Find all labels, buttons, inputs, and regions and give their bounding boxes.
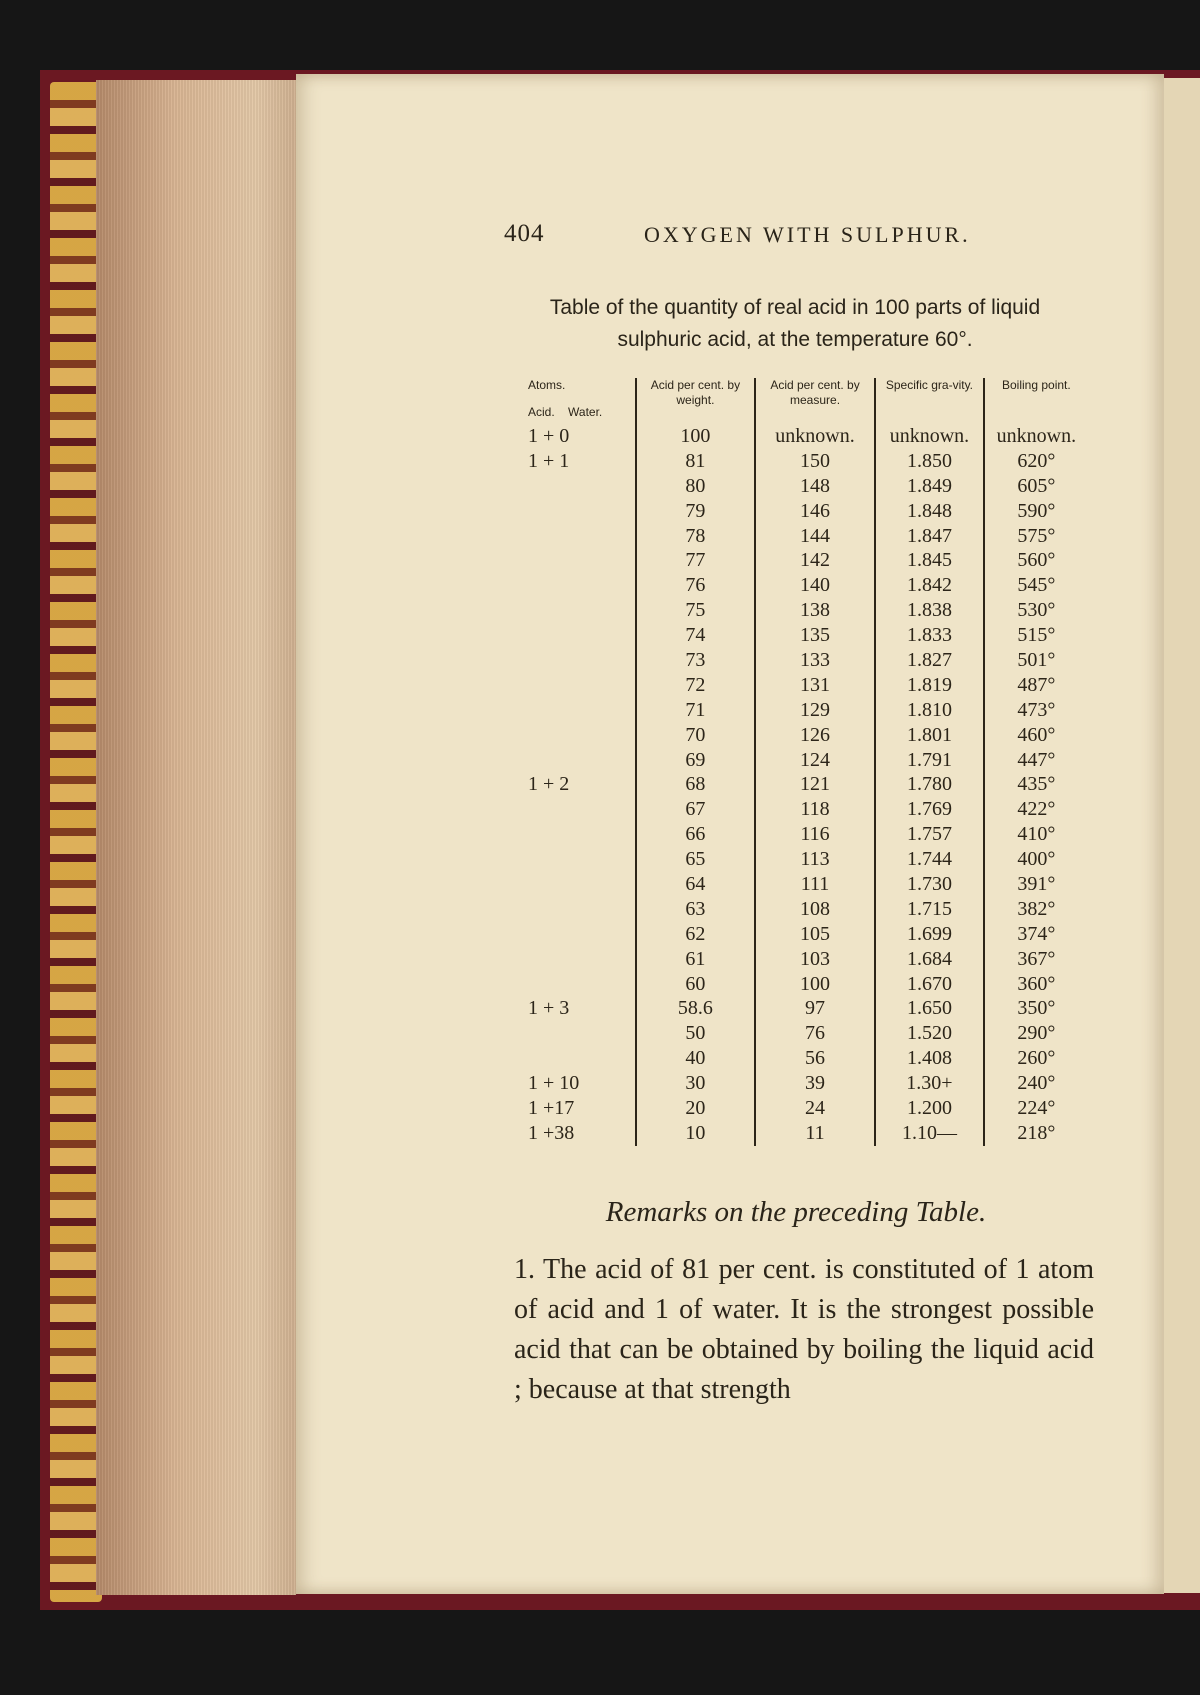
cell-atoms: 1 + 10 — [528, 1072, 580, 1095]
cell-atoms — [504, 847, 636, 872]
cell-specific-gravity: 1.848 — [875, 499, 984, 524]
cell-measure: 111 — [755, 872, 875, 897]
table-row — [504, 598, 1088, 623]
cell-weight: 40 — [636, 1046, 755, 1071]
cell-measure: 100 — [755, 972, 875, 997]
table-row — [504, 1046, 1088, 1071]
table-row — [504, 424, 1088, 449]
header-atoms: Atoms. Acid. Water. — [528, 378, 603, 419]
cell-atoms: 1 +17 — [528, 1096, 575, 1119]
cell-measure: 121 — [755, 772, 875, 797]
table-row — [504, 847, 1088, 872]
cell-weight: 81 — [636, 449, 755, 474]
cell-weight: 74 — [636, 623, 755, 648]
cell-boiling-point: 218° — [984, 1121, 1088, 1146]
cell-weight: 63 — [636, 897, 755, 922]
cell-measure: 148 — [755, 474, 875, 499]
cell-specific-gravity: 1.838 — [875, 598, 984, 623]
cell-atoms — [504, 872, 636, 897]
header-by-measure: Acid per cent. by measure. — [755, 378, 875, 424]
cell-weight: 69 — [636, 748, 755, 773]
cell-measure: 126 — [755, 723, 875, 748]
cell-specific-gravity: 1.769 — [875, 797, 984, 822]
cell-specific-gravity: 1.684 — [875, 947, 984, 972]
table-row — [504, 748, 1088, 773]
cell-boiling-point: 240° — [984, 1071, 1088, 1096]
cell-weight: 75 — [636, 598, 755, 623]
cell-weight: 76 — [636, 573, 755, 598]
cell-boiling-point: 605° — [984, 474, 1088, 499]
cell-atoms — [504, 623, 636, 648]
caption-line-2: sulphuric acid, at the temperature 60°. — [617, 328, 973, 351]
cell-atoms — [504, 673, 636, 698]
cell-weight: 77 — [636, 548, 755, 573]
table-row — [504, 897, 1088, 922]
cell-atoms: 1 + 0 — [528, 424, 570, 447]
cell-atoms — [504, 922, 636, 947]
cell-boiling-point: 360° — [984, 972, 1088, 997]
cell-weight: 71 — [636, 698, 755, 723]
cell-measure: 24 — [755, 1096, 875, 1121]
cell-specific-gravity: 1.842 — [875, 573, 984, 598]
cell-specific-gravity: 1.520 — [875, 1021, 984, 1046]
cell-atoms — [504, 524, 636, 549]
table-row — [504, 822, 1088, 847]
cell-boiling-point: 620° — [984, 449, 1088, 474]
gilt-spine-decoration — [50, 82, 102, 1602]
cell-specific-gravity: 1.730 — [875, 872, 984, 897]
cell-measure: 76 — [755, 1021, 875, 1046]
remarks-paragraph: 1. The acid of 81 per cent. is constituted of 1 atom of acid and 1 of water. It is the strongest possible acid that can be obtained by boiling the liquid acid ; because at that strength — [514, 1254, 1094, 1405]
cell-specific-gravity: 1.757 — [875, 822, 984, 847]
cell-atoms — [504, 1046, 636, 1071]
cell-atoms — [504, 698, 636, 723]
cell-boiling-point: 501° — [984, 648, 1088, 673]
cell-measure: 103 — [755, 947, 875, 972]
cell-specific-gravity: 1.744 — [875, 847, 984, 872]
cell-specific-gravity: 1.650 — [875, 996, 984, 1021]
cell-weight: 60 — [636, 972, 755, 997]
header-water: Water. — [568, 405, 603, 419]
cell-measure: 140 — [755, 573, 875, 598]
table-row — [504, 1121, 1088, 1146]
cell-measure: 138 — [755, 598, 875, 623]
cell-atoms — [504, 548, 636, 573]
cell-specific-gravity: 1.847 — [875, 524, 984, 549]
cell-specific-gravity: 1.408 — [875, 1046, 984, 1071]
cell-atoms — [504, 947, 636, 972]
cell-atoms — [504, 648, 636, 673]
cell-atoms — [504, 573, 636, 598]
page-edges — [96, 80, 296, 1595]
cell-specific-gravity: 1.780 — [875, 772, 984, 797]
cell-boiling-point: 460° — [984, 723, 1088, 748]
cell-specific-gravity: 1.791 — [875, 748, 984, 773]
cell-specific-gravity: 1.699 — [875, 922, 984, 947]
cell-atoms — [504, 897, 636, 922]
cell-atoms: 1 +38 — [528, 1121, 575, 1144]
cell-weight: 10 — [636, 1121, 755, 1146]
cell-weight: 70 — [636, 723, 755, 748]
cell-weight: 73 — [636, 648, 755, 673]
cell-boiling-point: 530° — [984, 598, 1088, 623]
cell-weight: 30 — [636, 1071, 755, 1096]
cell-specific-gravity: 1.715 — [875, 897, 984, 922]
cell-atoms — [504, 474, 636, 499]
cell-boiling-point: 260° — [984, 1046, 1088, 1071]
cell-atoms — [504, 723, 636, 748]
table-row — [504, 524, 1088, 549]
cell-boiling-point: 560° — [984, 548, 1088, 573]
cell-weight: 67 — [636, 797, 755, 822]
cell-boiling-point: 224° — [984, 1096, 1088, 1121]
table-row — [504, 1021, 1088, 1046]
cell-weight: 61 — [636, 947, 755, 972]
cell-specific-gravity: 1.850 — [875, 449, 984, 474]
cell-weight: 64 — [636, 872, 755, 897]
cell-weight: 68 — [636, 772, 755, 797]
cell-measure: 113 — [755, 847, 875, 872]
header-acid: Acid. — [528, 405, 555, 419]
cell-measure: unknown. — [755, 424, 875, 449]
cell-atoms — [504, 499, 636, 524]
table-row — [504, 673, 1088, 698]
cell-boiling-point: 382° — [984, 897, 1088, 922]
cell-measure: 146 — [755, 499, 875, 524]
facing-page-edge — [1164, 78, 1200, 1593]
table-row — [504, 449, 1088, 474]
caption-line-1: Table of the quantity of real acid in 100 parts of liquid — [549, 296, 1041, 319]
cell-specific-gravity: 1.30+ — [875, 1071, 984, 1096]
cell-measure: 124 — [755, 748, 875, 773]
table-row — [504, 723, 1088, 748]
cell-boiling-point: 410° — [984, 822, 1088, 847]
header-by-weight: Acid per cent. by weight. — [636, 378, 755, 424]
cell-boiling-point: 400° — [984, 847, 1088, 872]
cell-atoms: 1 + 2 — [528, 773, 570, 796]
table-row — [504, 698, 1088, 723]
table-row — [504, 499, 1088, 524]
cell-weight: 58.6 — [636, 996, 755, 1021]
cell-specific-gravity: 1.810 — [875, 698, 984, 723]
table-row — [504, 474, 1088, 499]
cell-specific-gravity: 1.819 — [875, 673, 984, 698]
cell-boiling-point: 374° — [984, 922, 1088, 947]
cell-specific-gravity: 1.849 — [875, 474, 984, 499]
table-row — [504, 797, 1088, 822]
cell-boiling-point: 473° — [984, 698, 1088, 723]
cell-specific-gravity: 1.200 — [875, 1096, 984, 1121]
table-row — [504, 772, 1088, 797]
cell-measure: 56 — [755, 1046, 875, 1071]
cell-boiling-point: 545° — [984, 573, 1088, 598]
table-caption — [504, 292, 1086, 356]
cell-boiling-point: 422° — [984, 797, 1088, 822]
cell-weight: 72 — [636, 673, 755, 698]
table-row — [504, 972, 1088, 997]
cell-atoms — [504, 797, 636, 822]
cell-measure: 129 — [755, 698, 875, 723]
header-specific-gravity: Specific gra-vity. — [875, 378, 984, 424]
cell-specific-gravity: 1.833 — [875, 623, 984, 648]
table-row — [504, 1071, 1088, 1096]
cell-measure: 105 — [755, 922, 875, 947]
cell-measure: 133 — [755, 648, 875, 673]
cell-atoms: 1 + 3 — [528, 997, 570, 1020]
cell-weight: 79 — [636, 499, 755, 524]
cell-specific-gravity: 1.10— — [875, 1121, 984, 1146]
cell-measure: 118 — [755, 797, 875, 822]
cell-weight: 62 — [636, 922, 755, 947]
cell-specific-gravity: 1.801 — [875, 723, 984, 748]
cell-atoms: 1 + 1 — [528, 449, 570, 472]
table-row — [504, 922, 1088, 947]
cell-weight: 50 — [636, 1021, 755, 1046]
cell-boiling-point: 435° — [984, 772, 1088, 797]
cell-weight: 20 — [636, 1096, 755, 1121]
table-body — [504, 424, 1088, 1146]
cell-weight: 80 — [636, 474, 755, 499]
page-number: 404 — [504, 220, 545, 247]
cell-boiling-point: 350° — [984, 996, 1088, 1021]
cell-weight: 66 — [636, 822, 755, 847]
running-head-title: OXYGEN WITH SULPHUR. — [644, 222, 971, 247]
cell-weight: 78 — [636, 524, 755, 549]
cell-boiling-point: unknown. — [984, 424, 1088, 449]
table-row — [504, 996, 1088, 1021]
table-row — [504, 548, 1088, 573]
cell-boiling-point: 391° — [984, 872, 1088, 897]
cell-measure: 97 — [755, 996, 875, 1021]
cell-weight: 100 — [636, 424, 755, 449]
cell-specific-gravity: unknown. — [875, 424, 984, 449]
cell-measure: 150 — [755, 449, 875, 474]
cell-boiling-point: 590° — [984, 499, 1088, 524]
table-row — [504, 947, 1088, 972]
remarks-title: Remarks on the preceding Table. — [605, 1196, 987, 1228]
cell-boiling-point: 575° — [984, 524, 1088, 549]
cell-specific-gravity: 1.827 — [875, 648, 984, 673]
cell-boiling-point: 515° — [984, 623, 1088, 648]
cell-atoms — [504, 1021, 636, 1046]
cell-boiling-point: 367° — [984, 947, 1088, 972]
acid-table — [504, 378, 1088, 1146]
cell-measure: 108 — [755, 897, 875, 922]
table-row — [504, 623, 1088, 648]
table-row — [504, 648, 1088, 673]
cell-measure: 39 — [755, 1071, 875, 1096]
cell-specific-gravity: 1.845 — [875, 548, 984, 573]
cell-boiling-point: 447° — [984, 748, 1088, 773]
cell-atoms — [504, 748, 636, 773]
table-row — [504, 1096, 1088, 1121]
table-row — [504, 872, 1088, 897]
cell-boiling-point: 290° — [984, 1021, 1088, 1046]
cell-measure: 11 — [755, 1121, 875, 1146]
header-boiling-point: Boiling point. — [984, 378, 1088, 424]
cell-boiling-point: 487° — [984, 673, 1088, 698]
cell-measure: 142 — [755, 548, 875, 573]
cell-atoms — [504, 822, 636, 847]
cell-atoms — [504, 598, 636, 623]
cell-weight: 65 — [636, 847, 755, 872]
cell-atoms — [504, 972, 636, 997]
cell-measure: 131 — [755, 673, 875, 698]
cell-specific-gravity: 1.670 — [875, 972, 984, 997]
cell-measure: 144 — [755, 524, 875, 549]
cell-measure: 135 — [755, 623, 875, 648]
cell-measure: 116 — [755, 822, 875, 847]
table-row — [504, 573, 1088, 598]
